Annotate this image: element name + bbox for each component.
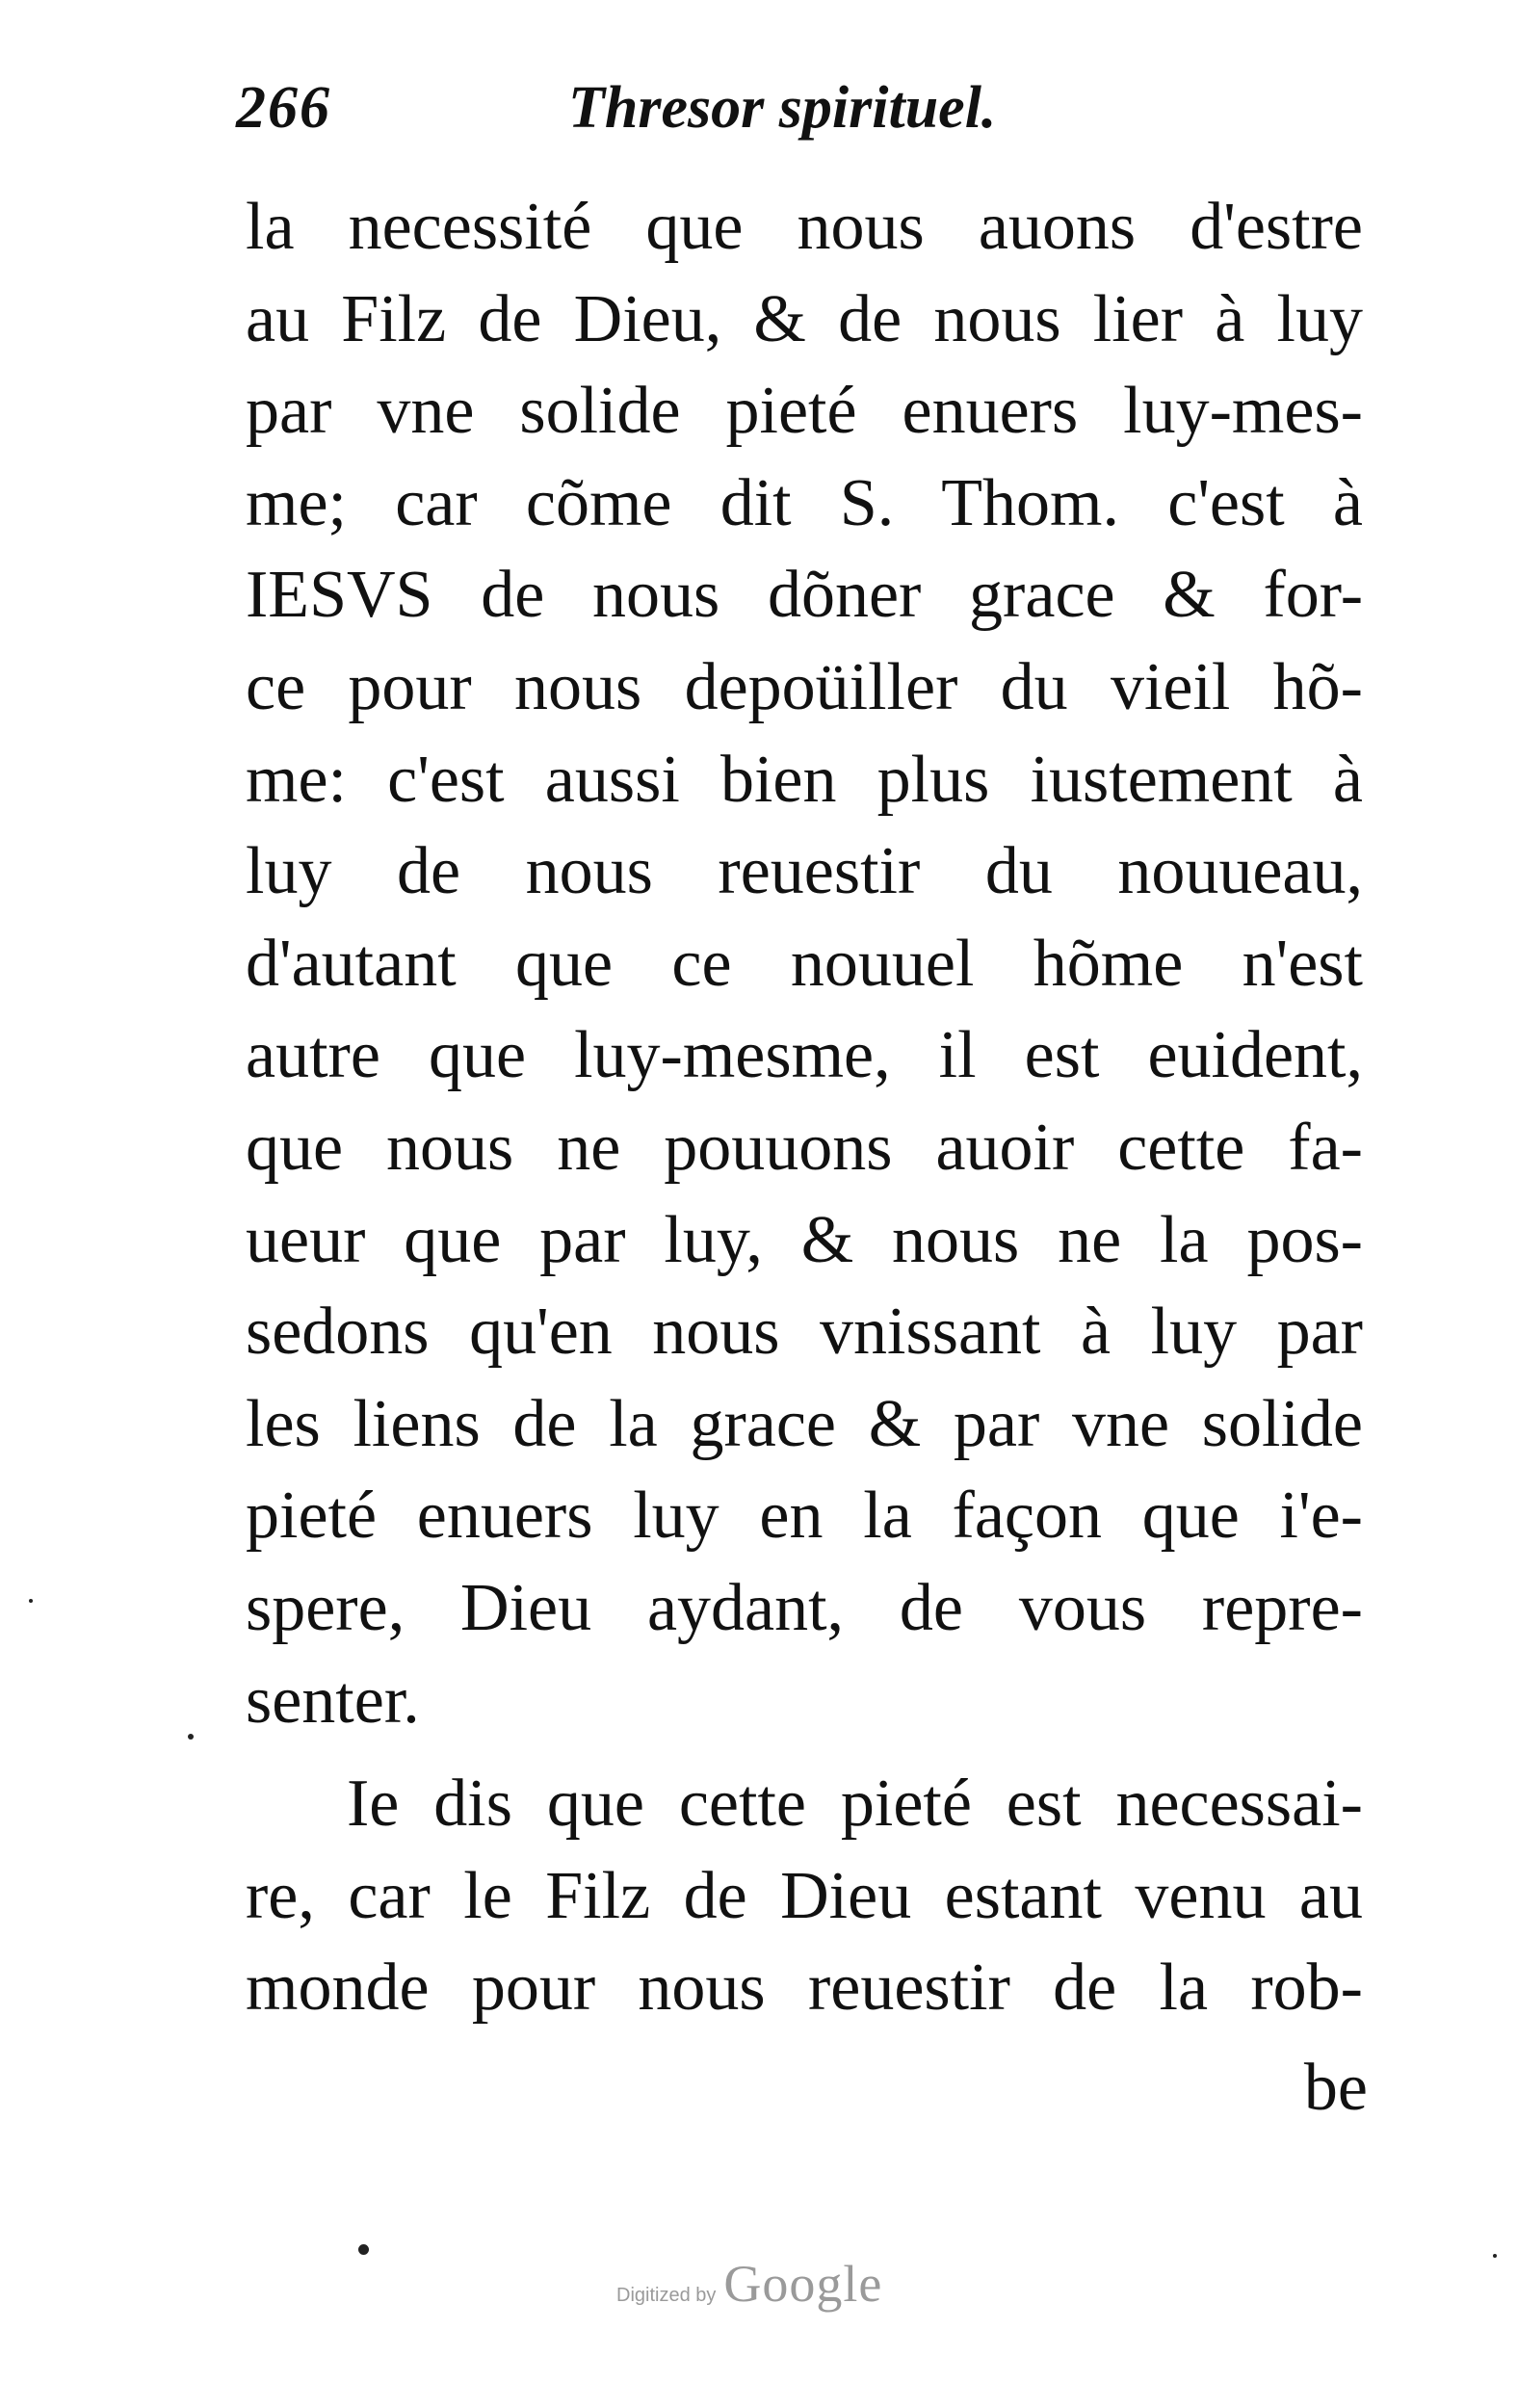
text-line: ce pour nous depoüiller du vieil hõ- <box>246 649 1363 724</box>
ink-speck <box>358 2244 369 2255</box>
body-text <box>246 181 1363 2034</box>
text-line: autre que luy-mesme, il est euident, <box>246 1018 1363 1093</box>
text-line: au Filz de Dieu, & de nous lier à luy <box>246 281 1363 356</box>
paragraph-first-line: Ie dis que cette pieté est necessai- <box>347 1767 1363 1842</box>
text-line: la necessité que nous auons d'estre <box>246 190 1363 264</box>
running-title: Thresor spirituel. <box>568 75 997 141</box>
text-line: me: c'est aussi bien plus iustement à <box>246 742 1363 817</box>
text-line: que nous ne pouuons auoir cette fa- <box>246 1110 1363 1185</box>
text-line: spere, Dieu aydant, de vous repre- <box>246 1570 1363 1645</box>
google-logo: Google <box>723 2255 883 2313</box>
text-line: les liens de la grace & par vne solide <box>246 1386 1363 1461</box>
page-header <box>236 69 1353 166</box>
text-line: ueur que par luy, & nous ne la pos- <box>246 1202 1363 1277</box>
watermark-prefix: Digitized by <box>616 2285 717 2306</box>
text-line: monde pour nous reuestir de la rob- <box>246 1950 1363 2026</box>
page-number: 266 <box>236 75 331 141</box>
ink-speck <box>1493 2254 1497 2258</box>
text-line: d'autant que ce nouuel hõme n'est <box>246 926 1363 1001</box>
text-line: pieté enuers luy en la façon que i'e- <box>246 1479 1363 1554</box>
ink-speck <box>188 1734 194 1740</box>
catchword: be <box>1303 2051 1368 2125</box>
text-line: par vne solide pieté enuers luy-mes- <box>246 374 1363 449</box>
text-line: re, car le Filz de Dieu estant venu au <box>246 1858 1363 1933</box>
text-line: IESVS de nous dõner grace & for- <box>246 558 1363 633</box>
text-line: senter. <box>246 1662 420 1738</box>
text-line: me; car cõme dit S. Thom. c'est à <box>246 465 1363 540</box>
text-line: sedons qu'en nous vnissant à luy par <box>246 1295 1363 1370</box>
ink-speck <box>29 1599 33 1603</box>
text-line: luy de nous reuestir du nouueau, <box>246 834 1363 909</box>
digitized-watermark <box>616 2254 882 2331</box>
